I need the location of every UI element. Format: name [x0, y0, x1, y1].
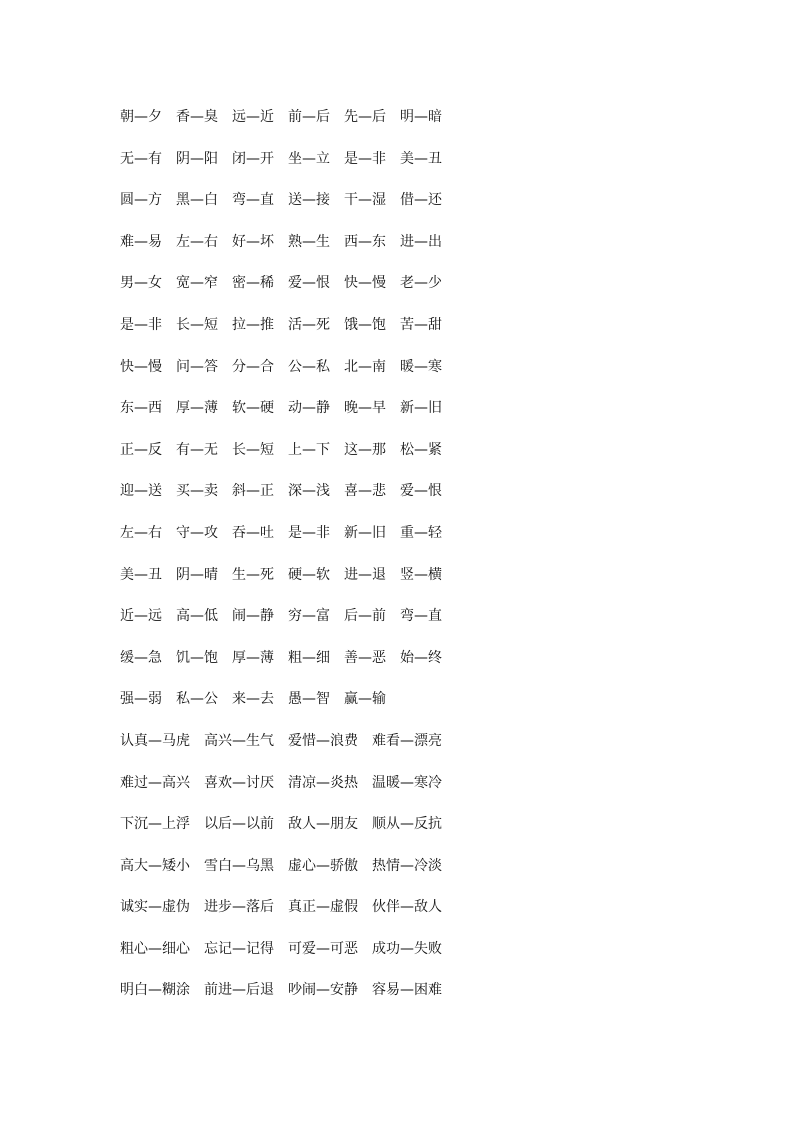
antonym-pair: 顺从—反抗: [372, 816, 442, 833]
antonym-row: [120, 645, 680, 687]
antonym-pair: 厚—薄: [232, 649, 274, 666]
antonym-pair: 难看—漂亮: [372, 732, 442, 749]
antonym-pair: 穷—富: [288, 608, 330, 625]
antonym-word-list: [120, 104, 680, 1019]
antonym-row: [120, 894, 680, 936]
antonym-pair: 明—暗: [400, 109, 442, 125]
antonym-pair: 活—死: [288, 316, 330, 333]
antonym-pair: 忘记—记得: [204, 940, 274, 957]
antonym-pair: 难—易: [120, 233, 162, 250]
antonym-pair: 以后—以前: [204, 816, 274, 833]
antonym-pair: 愚—智: [288, 691, 330, 708]
antonym-pair: 高大—矮小: [120, 857, 190, 874]
antonym-row: [120, 270, 680, 312]
antonym-pair: 私—公: [176, 691, 218, 708]
antonym-pair: 上—下: [288, 441, 330, 458]
antonym-pair: 买—卖: [176, 483, 218, 500]
antonym-pair: 深—浅: [288, 483, 330, 500]
antonym-pair: 粗—细: [288, 649, 330, 666]
antonym-pair: 缓—急: [120, 649, 162, 666]
antonym-pair: 美—丑: [400, 150, 442, 167]
antonym-pair: 爱—恨: [400, 483, 442, 500]
antonym-row: [120, 478, 680, 520]
antonym-row: [120, 728, 680, 770]
antonym-row: [120, 811, 680, 853]
antonym-pair: 闭—开: [232, 150, 274, 167]
antonym-pair: 真正—虚假: [288, 899, 358, 916]
antonym-pair: 分—合: [232, 358, 274, 375]
antonym-pair: 下沉—上浮: [120, 816, 190, 833]
antonym-pair: 后—前: [344, 608, 386, 625]
antonym-pair: 男—女: [120, 275, 162, 292]
antonym-pair: 送—接: [288, 192, 330, 209]
antonym-pair: 公—私: [288, 358, 330, 375]
antonym-pair: 干—湿: [344, 192, 386, 209]
antonym-pair: 喜欢—讨厌: [204, 774, 274, 791]
antonym-row: [120, 437, 680, 479]
antonym-pair: 长—短: [232, 441, 274, 458]
antonym-pair: 饿—饱: [344, 316, 386, 333]
antonym-pair: 诚实—虚伪: [120, 899, 190, 916]
antonym-pair: 迎—送: [120, 483, 162, 500]
antonym-pair: 这—那: [344, 441, 386, 458]
antonym-pair: 无—有: [120, 150, 162, 167]
antonym-row: [120, 686, 680, 728]
antonym-row: [120, 395, 680, 437]
antonym-pair: 雪白—乌黑: [204, 857, 274, 874]
antonym-pair: 硬—软: [288, 566, 330, 583]
antonym-pair: 高兴—生气: [204, 732, 274, 749]
antonym-pair: 伙伴—敌人: [372, 899, 442, 916]
antonym-pair: 朝—夕: [120, 109, 162, 125]
antonym-pair: 快—慢: [120, 358, 162, 375]
antonym-pair: 斜—正: [232, 483, 274, 500]
antonym-pair: 守—攻: [176, 524, 218, 541]
antonym-pair: 宽—窄: [176, 275, 218, 292]
antonym-pair: 吞—吐: [232, 524, 274, 541]
antonym-pair: 前—后: [288, 109, 330, 125]
antonym-pair: 认真—马虎: [120, 732, 190, 749]
antonym-pair: 弯—直: [232, 192, 274, 209]
antonym-row: [120, 520, 680, 562]
antonym-row: [120, 977, 680, 1019]
antonym-pair: 问—答: [176, 358, 218, 375]
antonym-pair: 先—后: [344, 109, 386, 125]
antonym-pair: 可爱—可恶: [288, 940, 358, 957]
antonym-pair: 始—终: [400, 649, 442, 666]
antonym-row: [120, 229, 680, 271]
antonym-pair: 成功—失败: [372, 940, 442, 957]
antonym-pair: 喜—悲: [344, 483, 386, 500]
antonym-row: [120, 146, 680, 188]
antonym-pair: 松—紧: [400, 441, 442, 458]
antonym-pair: 热情—冷淡: [372, 857, 442, 874]
antonym-pair: 生—死: [232, 566, 274, 583]
antonym-row: [120, 312, 680, 354]
antonym-pair: 正—反: [120, 441, 162, 458]
antonym-pair: 强—弱: [120, 691, 162, 708]
antonym-pair: 东—西: [120, 400, 162, 417]
antonym-pair: 爱—恨: [288, 275, 330, 292]
antonym-pair: 北—南: [344, 358, 386, 375]
antonym-pair: 容易—困难: [372, 982, 442, 999]
antonym-pair: 进步—落后: [204, 899, 274, 916]
antonym-pair: 密—稀: [232, 275, 274, 292]
antonym-row: [120, 936, 680, 978]
antonym-pair: 进—出: [400, 233, 442, 250]
antonym-pair: 阴—晴: [176, 566, 218, 583]
antonym-pair: 难过—高兴: [120, 774, 190, 791]
antonym-pair: 虚心—骄傲: [288, 857, 358, 874]
antonym-pair: 是—非: [288, 524, 330, 541]
antonym-pair: 好—坏: [232, 233, 274, 250]
antonym-pair: 进—退: [344, 566, 386, 583]
antonym-pair: 是—非: [120, 316, 162, 333]
antonym-pair: 美—丑: [120, 566, 162, 583]
antonym-pair: 厚—薄: [176, 400, 218, 417]
antonym-pair: 熟—生: [288, 233, 330, 250]
antonym-pair: 高—低: [176, 608, 218, 625]
antonym-pair: 长—短: [176, 316, 218, 333]
antonym-pair: 温暖—寒冷: [372, 774, 442, 791]
antonym-pair: 暖—寒: [400, 358, 442, 375]
antonym-pair: 软—硬: [232, 400, 274, 417]
antonym-pair: 阴—阳: [176, 150, 218, 167]
antonym-pair: 黑—白: [176, 192, 218, 209]
antonym-pair: 弯—直: [400, 608, 442, 625]
antonym-row: [120, 853, 680, 895]
antonym-pair: 竖—横: [400, 566, 442, 583]
antonym-row: [120, 354, 680, 396]
antonym-pair: 近—远: [120, 608, 162, 625]
antonym-pair: 左—右: [120, 524, 162, 541]
antonym-pair: 新—旧: [400, 400, 442, 417]
antonym-row: [120, 770, 680, 812]
antonym-pair: 爱惜—浪费: [288, 732, 358, 749]
antonym-pair: 粗心—细心: [120, 940, 190, 957]
antonym-pair: 西—东: [344, 233, 386, 250]
antonym-pair: 快—慢: [344, 275, 386, 292]
antonym-row: [120, 104, 680, 146]
antonym-pair: 新—旧: [344, 524, 386, 541]
antonym-pair: 借—还: [400, 192, 442, 209]
antonym-pair: 苦—甜: [400, 316, 442, 333]
antonym-pair: 动—静: [288, 400, 330, 417]
antonym-pair: 来—去: [232, 691, 274, 708]
antonym-pair: 晚—早: [344, 400, 386, 417]
antonym-pair: 左—右: [176, 233, 218, 250]
antonym-pair: 老—少: [400, 275, 442, 292]
antonym-pair: 是—非: [344, 150, 386, 167]
antonym-pair: 吵闹—安静: [288, 982, 358, 999]
antonym-pair: 清凉—炎热: [288, 774, 358, 791]
antonym-pair: 赢—输: [344, 691, 386, 708]
antonym-pair: 前进—后退: [204, 982, 274, 999]
antonym-pair: 坐—立: [288, 150, 330, 167]
antonym-pair: 拉—推: [232, 316, 274, 333]
antonym-pair: 敌人—朋友: [288, 816, 358, 833]
antonym-pair: 远—近: [232, 109, 274, 125]
antonym-pair: 饥—饱: [176, 649, 218, 666]
antonym-pair: 重—轻: [400, 524, 442, 541]
antonym-pair: 明白—糊涂: [120, 982, 190, 999]
antonym-pair: 闹—静: [232, 608, 274, 625]
antonym-pair: 有—无: [176, 441, 218, 458]
antonym-row: [120, 603, 680, 645]
antonym-pair: 香—臭: [176, 109, 218, 125]
antonym-pair: 善—恶: [344, 649, 386, 666]
antonym-row: [120, 562, 680, 604]
antonym-pair: 圆—方: [120, 192, 162, 209]
antonym-row: [120, 187, 680, 229]
